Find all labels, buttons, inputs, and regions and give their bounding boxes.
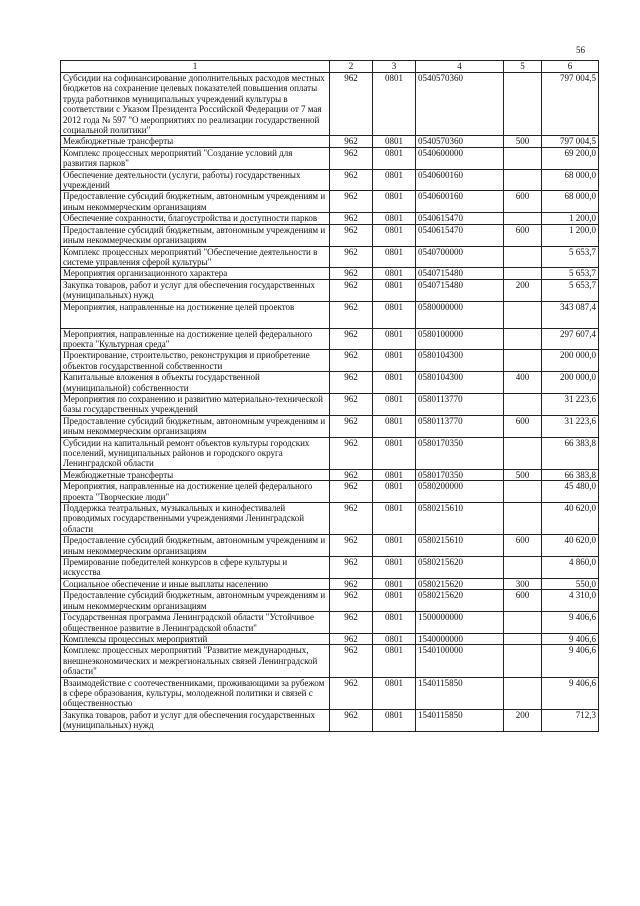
row-expense-type-cell: 200	[504, 709, 542, 731]
row-target-article-cell: 0580215610	[416, 535, 504, 557]
row-ministry-code-cell: 962	[330, 169, 373, 191]
row-expense-type-cell	[504, 393, 542, 415]
row-name-cell: Предоставление субсидий бюджетным, автономным учреждениям и иным некоммерческим организациям	[61, 224, 330, 246]
table-row	[61, 535, 599, 557]
row-target-article-cell: 0580200000	[416, 481, 504, 503]
row-target-article-cell: 0540700000	[416, 246, 504, 268]
row-target-article-cell: 0540600000	[416, 147, 504, 169]
row-expense-type-cell: 600	[504, 535, 542, 557]
row-name-cell: Комплекс процессных мероприятий "Развитие международных, внешнеэкономических и межрегиональных связей Ленинградской области"	[61, 645, 330, 677]
table-row	[61, 136, 599, 147]
row-name-cell: Предоставление субсидий бюджетным, автономным учреждениям и иным некоммерческим организациям	[61, 590, 330, 612]
row-ministry-code-cell: 962	[330, 677, 373, 709]
row-amount-cell: 1 200,0	[542, 213, 599, 224]
row-name-cell: Поддержка театральных, музыкальных и кинофестивалей проводимых государственными учреждениями Ленинградской области	[61, 503, 330, 535]
column-header-3: 3	[373, 61, 416, 73]
row-section-code-cell: 0801	[373, 350, 416, 372]
row-ministry-code-cell: 962	[330, 481, 373, 503]
table-row	[61, 415, 599, 437]
row-ministry-code-cell: 962	[330, 535, 373, 557]
row-target-article-cell: 0540615470	[416, 213, 504, 224]
table-header	[61, 61, 599, 73]
row-section-code-cell: 0801	[373, 73, 416, 136]
table-row	[61, 437, 599, 469]
row-amount-cell: 9 406,6	[542, 677, 599, 709]
row-target-article-cell: 0580215620	[416, 557, 504, 579]
row-amount-cell: 9 406,6	[542, 612, 599, 634]
row-name-cell: Межбюджетные трансферты	[61, 136, 330, 147]
row-ministry-code-cell: 962	[330, 73, 373, 136]
row-target-article-cell: 1540115850	[416, 677, 504, 709]
row-expense-type-cell: 400	[504, 372, 542, 394]
row-amount-cell: 200 000,0	[542, 350, 599, 372]
row-expense-type-cell	[504, 73, 542, 136]
table-row	[61, 677, 599, 709]
row-name-cell: Комплекс процессных мероприятий "Обеспечение деятельности в системе управления сферой культуры"	[61, 246, 330, 268]
row-ministry-code-cell: 962	[330, 147, 373, 169]
row-section-code-cell: 0801	[373, 590, 416, 612]
budget-table	[60, 60, 599, 732]
row-name-cell: Закупка товаров, работ и услуг для обеспечения государственных (муниципальных) нужд	[61, 709, 330, 731]
row-ministry-code-cell: 962	[330, 224, 373, 246]
table-row	[61, 246, 599, 268]
row-ministry-code-cell: 962	[330, 393, 373, 415]
row-section-code-cell: 0801	[373, 578, 416, 589]
row-target-article-cell: 0580215620	[416, 578, 504, 589]
row-name-cell: Государственная программа Ленинградской области "Устойчивое общественное развитие в Ленинградской области"	[61, 612, 330, 634]
row-expense-type-cell	[504, 633, 542, 644]
row-expense-type-cell	[504, 481, 542, 503]
table-row	[61, 268, 599, 279]
row-name-cell: Комплексы процессных мероприятий	[61, 633, 330, 644]
row-ministry-code-cell: 962	[330, 503, 373, 535]
row-section-code-cell: 0801	[373, 268, 416, 279]
row-expense-type-cell: 600	[504, 224, 542, 246]
row-expense-type-cell	[504, 328, 542, 350]
row-section-code-cell: 0801	[373, 437, 416, 469]
row-amount-cell: 66 383,8	[542, 437, 599, 469]
row-section-code-cell: 0801	[373, 645, 416, 677]
row-ministry-code-cell: 962	[330, 301, 373, 328]
row-expense-type-cell	[504, 437, 542, 469]
row-section-code-cell: 0801	[373, 612, 416, 634]
row-amount-cell: 68 000,0	[542, 169, 599, 191]
row-section-code-cell: 0801	[373, 372, 416, 394]
table-row	[61, 279, 599, 301]
table-body	[61, 73, 599, 732]
row-expense-type-cell	[504, 350, 542, 372]
row-expense-type-cell: 600	[504, 415, 542, 437]
row-ministry-code-cell: 962	[330, 136, 373, 147]
column-header-2: 2	[330, 61, 373, 73]
table-row	[61, 503, 599, 535]
row-expense-type-cell	[504, 301, 542, 328]
row-target-article-cell: 0580113770	[416, 393, 504, 415]
row-ministry-code-cell: 962	[330, 191, 373, 213]
row-name-cell: Социальное обеспечение и иные выплаты населению	[61, 578, 330, 589]
row-target-article-cell: 0540715480	[416, 268, 504, 279]
table-row	[61, 557, 599, 579]
table-row	[61, 301, 599, 328]
row-section-code-cell: 0801	[373, 224, 416, 246]
column-header-4: 4	[416, 61, 504, 73]
table-row	[61, 393, 599, 415]
table-row	[61, 213, 599, 224]
table-row	[61, 350, 599, 372]
row-expense-type-cell	[504, 147, 542, 169]
row-section-code-cell: 0801	[373, 191, 416, 213]
row-expense-type-cell	[504, 169, 542, 191]
table-row	[61, 224, 599, 246]
row-target-article-cell: 1540000000	[416, 633, 504, 644]
row-ministry-code-cell: 962	[330, 578, 373, 589]
row-name-cell: Закупка товаров, работ и услуг для обеспечения государственных (муниципальных) нужд	[61, 279, 330, 301]
row-name-cell: Предоставление субсидий бюджетным, автономным учреждениям и иным некоммерческим организациям	[61, 415, 330, 437]
row-section-code-cell: 0801	[373, 709, 416, 731]
row-expense-type-cell: 200	[504, 279, 542, 301]
row-name-cell: Премирование победителей конкурсов в сфере культуры и искусства	[61, 557, 330, 579]
row-name-cell: Комплекс процессных мероприятий "Создание условий для развития парков"	[61, 147, 330, 169]
row-section-code-cell: 0801	[373, 213, 416, 224]
row-section-code-cell: 0801	[373, 481, 416, 503]
row-target-article-cell: 0580215620	[416, 590, 504, 612]
row-amount-cell: 5 653,7	[542, 279, 599, 301]
row-section-code-cell: 0801	[373, 469, 416, 480]
row-section-code-cell: 0801	[373, 136, 416, 147]
row-amount-cell: 550,0	[542, 578, 599, 589]
row-name-cell: Проектирование, строительство, реконструкция и приобретение объектов государственной собственности	[61, 350, 330, 372]
row-expense-type-cell	[504, 246, 542, 268]
row-expense-type-cell	[504, 503, 542, 535]
row-ministry-code-cell: 962	[330, 557, 373, 579]
row-section-code-cell: 0801	[373, 415, 416, 437]
row-amount-cell: 712,3	[542, 709, 599, 731]
row-target-article-cell: 0540600160	[416, 169, 504, 191]
row-amount-cell: 40 620,0	[542, 503, 599, 535]
row-expense-type-cell	[504, 268, 542, 279]
row-amount-cell: 4 860,0	[542, 557, 599, 579]
row-ministry-code-cell: 962	[330, 279, 373, 301]
row-section-code-cell: 0801	[373, 147, 416, 169]
row-name-cell: Предоставление субсидий бюджетным, автономным учреждениям и иным некоммерческим организациям	[61, 535, 330, 557]
row-expense-type-cell	[504, 213, 542, 224]
row-expense-type-cell	[504, 557, 542, 579]
row-ministry-code-cell: 962	[330, 350, 373, 372]
row-section-code-cell: 0801	[373, 246, 416, 268]
column-header-6: 6	[542, 61, 599, 73]
row-amount-cell: 297 607,4	[542, 328, 599, 350]
table-row	[61, 612, 599, 634]
row-amount-cell: 69 200,0	[542, 147, 599, 169]
row-ministry-code-cell: 962	[330, 437, 373, 469]
row-section-code-cell: 0801	[373, 503, 416, 535]
row-target-article-cell: 0540570360	[416, 73, 504, 136]
table-row	[61, 481, 599, 503]
row-target-article-cell: 0580215610	[416, 503, 504, 535]
row-target-article-cell: 0580113770	[416, 415, 504, 437]
row-name-cell: Обеспечение сохранности, благоустройства и доступности парков	[61, 213, 330, 224]
row-ministry-code-cell: 962	[330, 633, 373, 644]
row-expense-type-cell: 600	[504, 590, 542, 612]
row-target-article-cell: 0540600160	[416, 191, 504, 213]
row-target-article-cell: 0580000000	[416, 301, 504, 328]
row-ministry-code-cell: 962	[330, 709, 373, 731]
row-section-code-cell: 0801	[373, 279, 416, 301]
row-expense-type-cell	[504, 645, 542, 677]
row-section-code-cell: 0801	[373, 677, 416, 709]
row-amount-cell: 66 383,8	[542, 469, 599, 480]
row-ministry-code-cell: 962	[330, 590, 373, 612]
row-ministry-code-cell: 962	[330, 246, 373, 268]
page-number: 56	[576, 45, 585, 55]
row-section-code-cell: 0801	[373, 535, 416, 557]
row-amount-cell: 797 004,5	[542, 136, 599, 147]
row-expense-type-cell	[504, 677, 542, 709]
row-amount-cell: 5 653,7	[542, 246, 599, 268]
row-name-cell: Мероприятия, направленные на достижение целей проектов	[61, 301, 330, 328]
row-expense-type-cell: 600	[504, 191, 542, 213]
row-amount-cell: 5 653,7	[542, 268, 599, 279]
table-row	[61, 147, 599, 169]
row-ministry-code-cell: 962	[330, 213, 373, 224]
row-target-article-cell: 1540115850	[416, 709, 504, 731]
row-expense-type-cell	[504, 612, 542, 634]
row-ministry-code-cell: 962	[330, 469, 373, 480]
row-ministry-code-cell: 962	[330, 415, 373, 437]
row-target-article-cell: 0580104300	[416, 350, 504, 372]
table-row	[61, 328, 599, 350]
row-name-cell: Капитальные вложения в объекты государственной (муниципальной) собственности	[61, 372, 330, 394]
row-amount-cell: 40 620,0	[542, 535, 599, 557]
row-target-article-cell: 0580170350	[416, 469, 504, 480]
row-amount-cell: 200 000,0	[542, 372, 599, 394]
row-section-code-cell: 0801	[373, 301, 416, 328]
table-row	[61, 709, 599, 731]
row-name-cell: Мероприятия организационного характера	[61, 268, 330, 279]
row-name-cell: Мероприятия по сохранению и развитию материально-технической базы государственных учреждений	[61, 393, 330, 415]
table-row	[61, 578, 599, 589]
row-amount-cell: 9 406,6	[542, 633, 599, 644]
row-amount-cell: 68 000,0	[542, 191, 599, 213]
table-row	[61, 469, 599, 480]
row-amount-cell: 343 087,4	[542, 301, 599, 328]
row-name-cell: Субсидии на софинансирование дополнительных расходов местных бюджетов на сохранение целевых показателей повышения оплаты труда работников муниципальных учреждений культуры в соответствии с Указом Президента Российской Федерации от 7 мая 2012 года № 597 "О мероприятиях по реализации государственной социальной политики"	[61, 73, 330, 136]
row-amount-cell: 4 310,0	[542, 590, 599, 612]
table-row	[61, 633, 599, 644]
row-name-cell: Субсидии на капитальный ремонт объектов культуры городских поселений, муниципальных районов и городского округа Ленинградской области	[61, 437, 330, 469]
row-amount-cell: 797 004,5	[542, 73, 599, 136]
row-section-code-cell: 0801	[373, 393, 416, 415]
row-amount-cell: 9 406,6	[542, 645, 599, 677]
row-target-article-cell: 0580104300	[416, 372, 504, 394]
row-target-article-cell: 0580100000	[416, 328, 504, 350]
row-target-article-cell: 0580170350	[416, 437, 504, 469]
row-target-article-cell: 1500000000	[416, 612, 504, 634]
column-header-5: 5	[504, 61, 542, 73]
row-name-cell: Обеспечение деятельности (услуги, работы) государственных учреждений	[61, 169, 330, 191]
row-amount-cell: 45 480,0	[542, 481, 599, 503]
row-ministry-code-cell: 962	[330, 372, 373, 394]
row-name-cell: Предоставление субсидий бюджетным, автономным учреждениям и иным некоммерческим организациям	[61, 191, 330, 213]
row-amount-cell: 31 223,6	[542, 393, 599, 415]
row-name-cell: Взаимодействие с соотечественниками, проживающими за рубежом в сфере образования, культуры, молодежной политики и связей с общественностью	[61, 677, 330, 709]
row-target-article-cell: 0540715480	[416, 279, 504, 301]
row-name-cell: Мероприятия, направленные на достижение целей федерального проекта "Культурная среда"	[61, 328, 330, 350]
row-section-code-cell: 0801	[373, 557, 416, 579]
row-section-code-cell: 0801	[373, 169, 416, 191]
table-row	[61, 73, 599, 136]
row-section-code-cell: 0801	[373, 328, 416, 350]
row-name-cell: Межбюджетные трансферты	[61, 469, 330, 480]
row-expense-type-cell: 500	[504, 469, 542, 480]
row-ministry-code-cell: 962	[330, 268, 373, 279]
table-row	[61, 372, 599, 394]
row-ministry-code-cell: 962	[330, 328, 373, 350]
row-section-code-cell: 0801	[373, 633, 416, 644]
table-row	[61, 645, 599, 677]
row-target-article-cell: 0540570360	[416, 136, 504, 147]
row-expense-type-cell: 300	[504, 578, 542, 589]
table-row	[61, 169, 599, 191]
row-target-article-cell: 0540615470	[416, 224, 504, 246]
row-amount-cell: 1 200,0	[542, 224, 599, 246]
row-ministry-code-cell: 962	[330, 645, 373, 677]
table-row	[61, 590, 599, 612]
row-expense-type-cell: 500	[504, 136, 542, 147]
column-header-1: 1	[61, 61, 330, 73]
row-amount-cell: 31 223,6	[542, 415, 599, 437]
row-name-cell: Мероприятия, направленные на достижение целей федерального проекта "Творческие люди"	[61, 481, 330, 503]
row-target-article-cell: 1540100000	[416, 645, 504, 677]
row-ministry-code-cell: 962	[330, 612, 373, 634]
table-row	[61, 191, 599, 213]
